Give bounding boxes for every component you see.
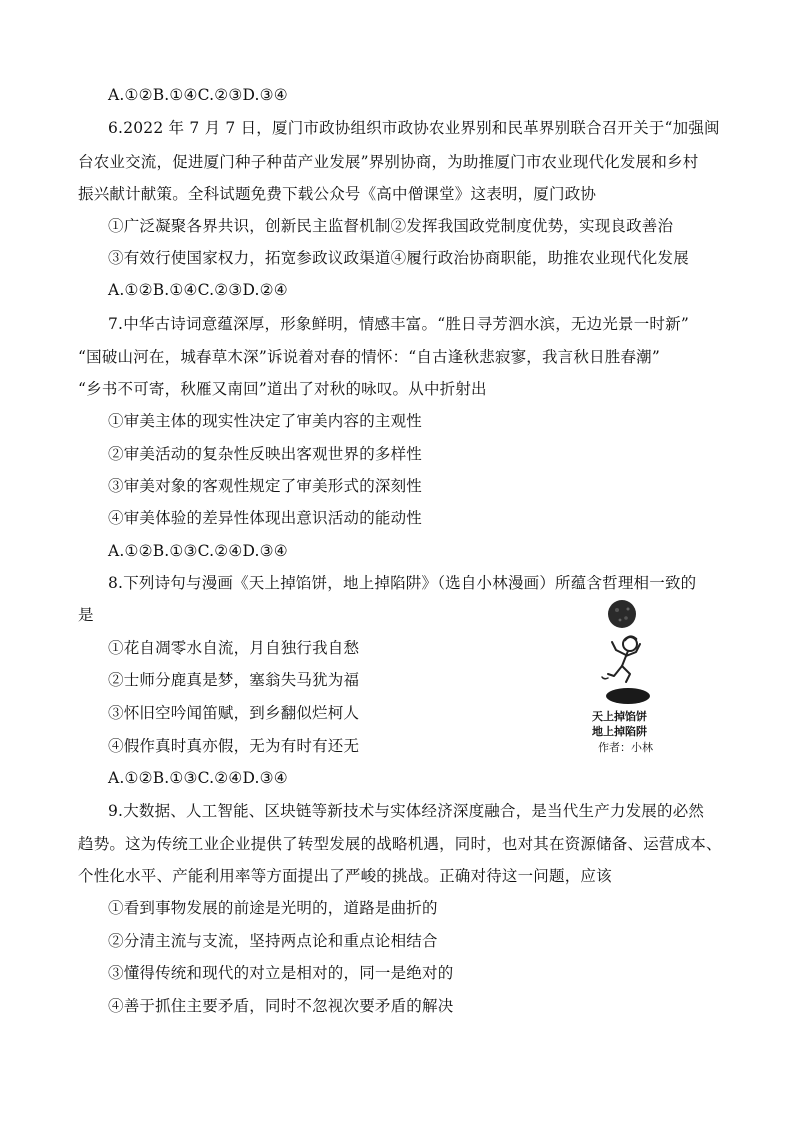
q6-options: A.①②B.①④C.②③D.②④ bbox=[108, 281, 288, 299]
q7-options: A.①②B.①③C.②④D.③④ bbox=[108, 542, 288, 560]
q6-items-line-1: ①广泛凝聚各界共识，创新民主监督机制②发挥我国政党制度优势，实现良政善治 bbox=[108, 217, 674, 235]
q6-stem-line-3: 振兴献计献策。全科试题免费下载公众号《高中僧课堂》这表明，厦门政协 bbox=[78, 185, 597, 203]
q9-item-1: ①看到事物发展的前途是光明的，道路是曲折的 bbox=[108, 899, 438, 917]
q7-stem-line-1: 7.中华古诗词意蕴深厚，形象鲜明，情感丰富。“胜日寻芳泗水滨，无边光景一时新” bbox=[108, 315, 689, 333]
q9-stem-line-2: 趋势。这为传统工业企业提供了转型发展的战略机遇，同时，也对其在资源储备、运营成本、 bbox=[78, 835, 722, 853]
q9-item-3: ③懂得传统和现代的对立是相对的，同一是绝对的 bbox=[108, 964, 454, 982]
cartoon-caption-line-2: 地上掉陷阱 bbox=[592, 725, 647, 738]
q9-item-2: ②分清主流与支流，坚持两点论和重点论相结合 bbox=[108, 932, 438, 950]
q8-stem-line-1: 8.下列诗句与漫画《天上掉馅饼，地上掉陷阱》（选自小林漫画）所蕴含哲理相一致的 bbox=[108, 574, 697, 592]
q7-item-3: ③审美对象的客观性规定了审美形式的深刻性 bbox=[108, 477, 423, 495]
q8-item-1: ①花自凋零水自流，月自独行我自愁 bbox=[108, 639, 360, 657]
q8-item-4: ④假作真时真亦假，无为有时有还无 bbox=[108, 737, 360, 755]
cartoon-caption-line-3: 作者：小林 bbox=[598, 741, 653, 754]
q7-stem-line-3: “乡书不可寄，秋雁又南回”道出了对秋的咏叹。从中折射出 bbox=[78, 380, 487, 398]
q5-options: A.①②B.①④C.②③D.③④ bbox=[108, 86, 288, 104]
q6-stem-line-2: 台农业交流，促进厦门种子种苗产业发展”界别协商，为助推厦门市农业现代化发展和乡村 bbox=[78, 153, 699, 171]
q8-stem-line-2: 是 bbox=[78, 606, 94, 624]
q6-items-line-2: ③有效行使国家权力，拓宽参政议政渠道④履行政治协商职能，助推农业现代化发展 bbox=[108, 249, 689, 267]
cartoon-drawing bbox=[570, 592, 688, 710]
cartoon-caption-line-1: 天上掉馅饼 bbox=[592, 710, 647, 723]
cartoon-illustration bbox=[570, 592, 688, 762]
running-man bbox=[602, 637, 640, 682]
q8-options: A.①②B.①③C.②④D.③④ bbox=[108, 769, 288, 787]
q9-stem-line-1: 9.大数据、人工智能、区块链等新技术与实体经济深度融合，是当代生产力发展的必然 bbox=[108, 802, 705, 820]
pit-trap bbox=[606, 688, 650, 704]
q7-item-4: ④审美体验的差异性体现出意识活动的能动性 bbox=[108, 509, 423, 527]
q7-stem-line-2: “国破山河在，城春草木深”诉说着对春的情怀：“自古逢秋悲寂寥，我言秋日胜春潮” bbox=[78, 348, 660, 366]
q9-item-4: ④善于抓住主要矛盾，同时不忽视次要矛盾的解决 bbox=[108, 997, 454, 1015]
q9-stem-line-3: 个性化水平、产能利用率等方面提出了严峻的挑战。正确对待这一问题，应该 bbox=[78, 867, 612, 885]
q7-item-1: ①审美主体的现实性决定了审美内容的主观性 bbox=[108, 412, 423, 430]
q8-item-2: ②士师分鹿真是梦，塞翁失马犹为福 bbox=[108, 671, 360, 689]
q6-stem-line-1: 6.2022 年 7 月 7 日，厦门市政协组织市政协农业界别和民革界别联合召开关于“加强闽 bbox=[108, 119, 720, 137]
falling-pie bbox=[608, 600, 636, 628]
q8-item-3: ③怀旧空吟闻笛赋，到乡翻似烂柯人 bbox=[108, 704, 360, 722]
q7-item-2: ②审美活动的复杂性反映出客观世界的多样性 bbox=[108, 445, 423, 463]
